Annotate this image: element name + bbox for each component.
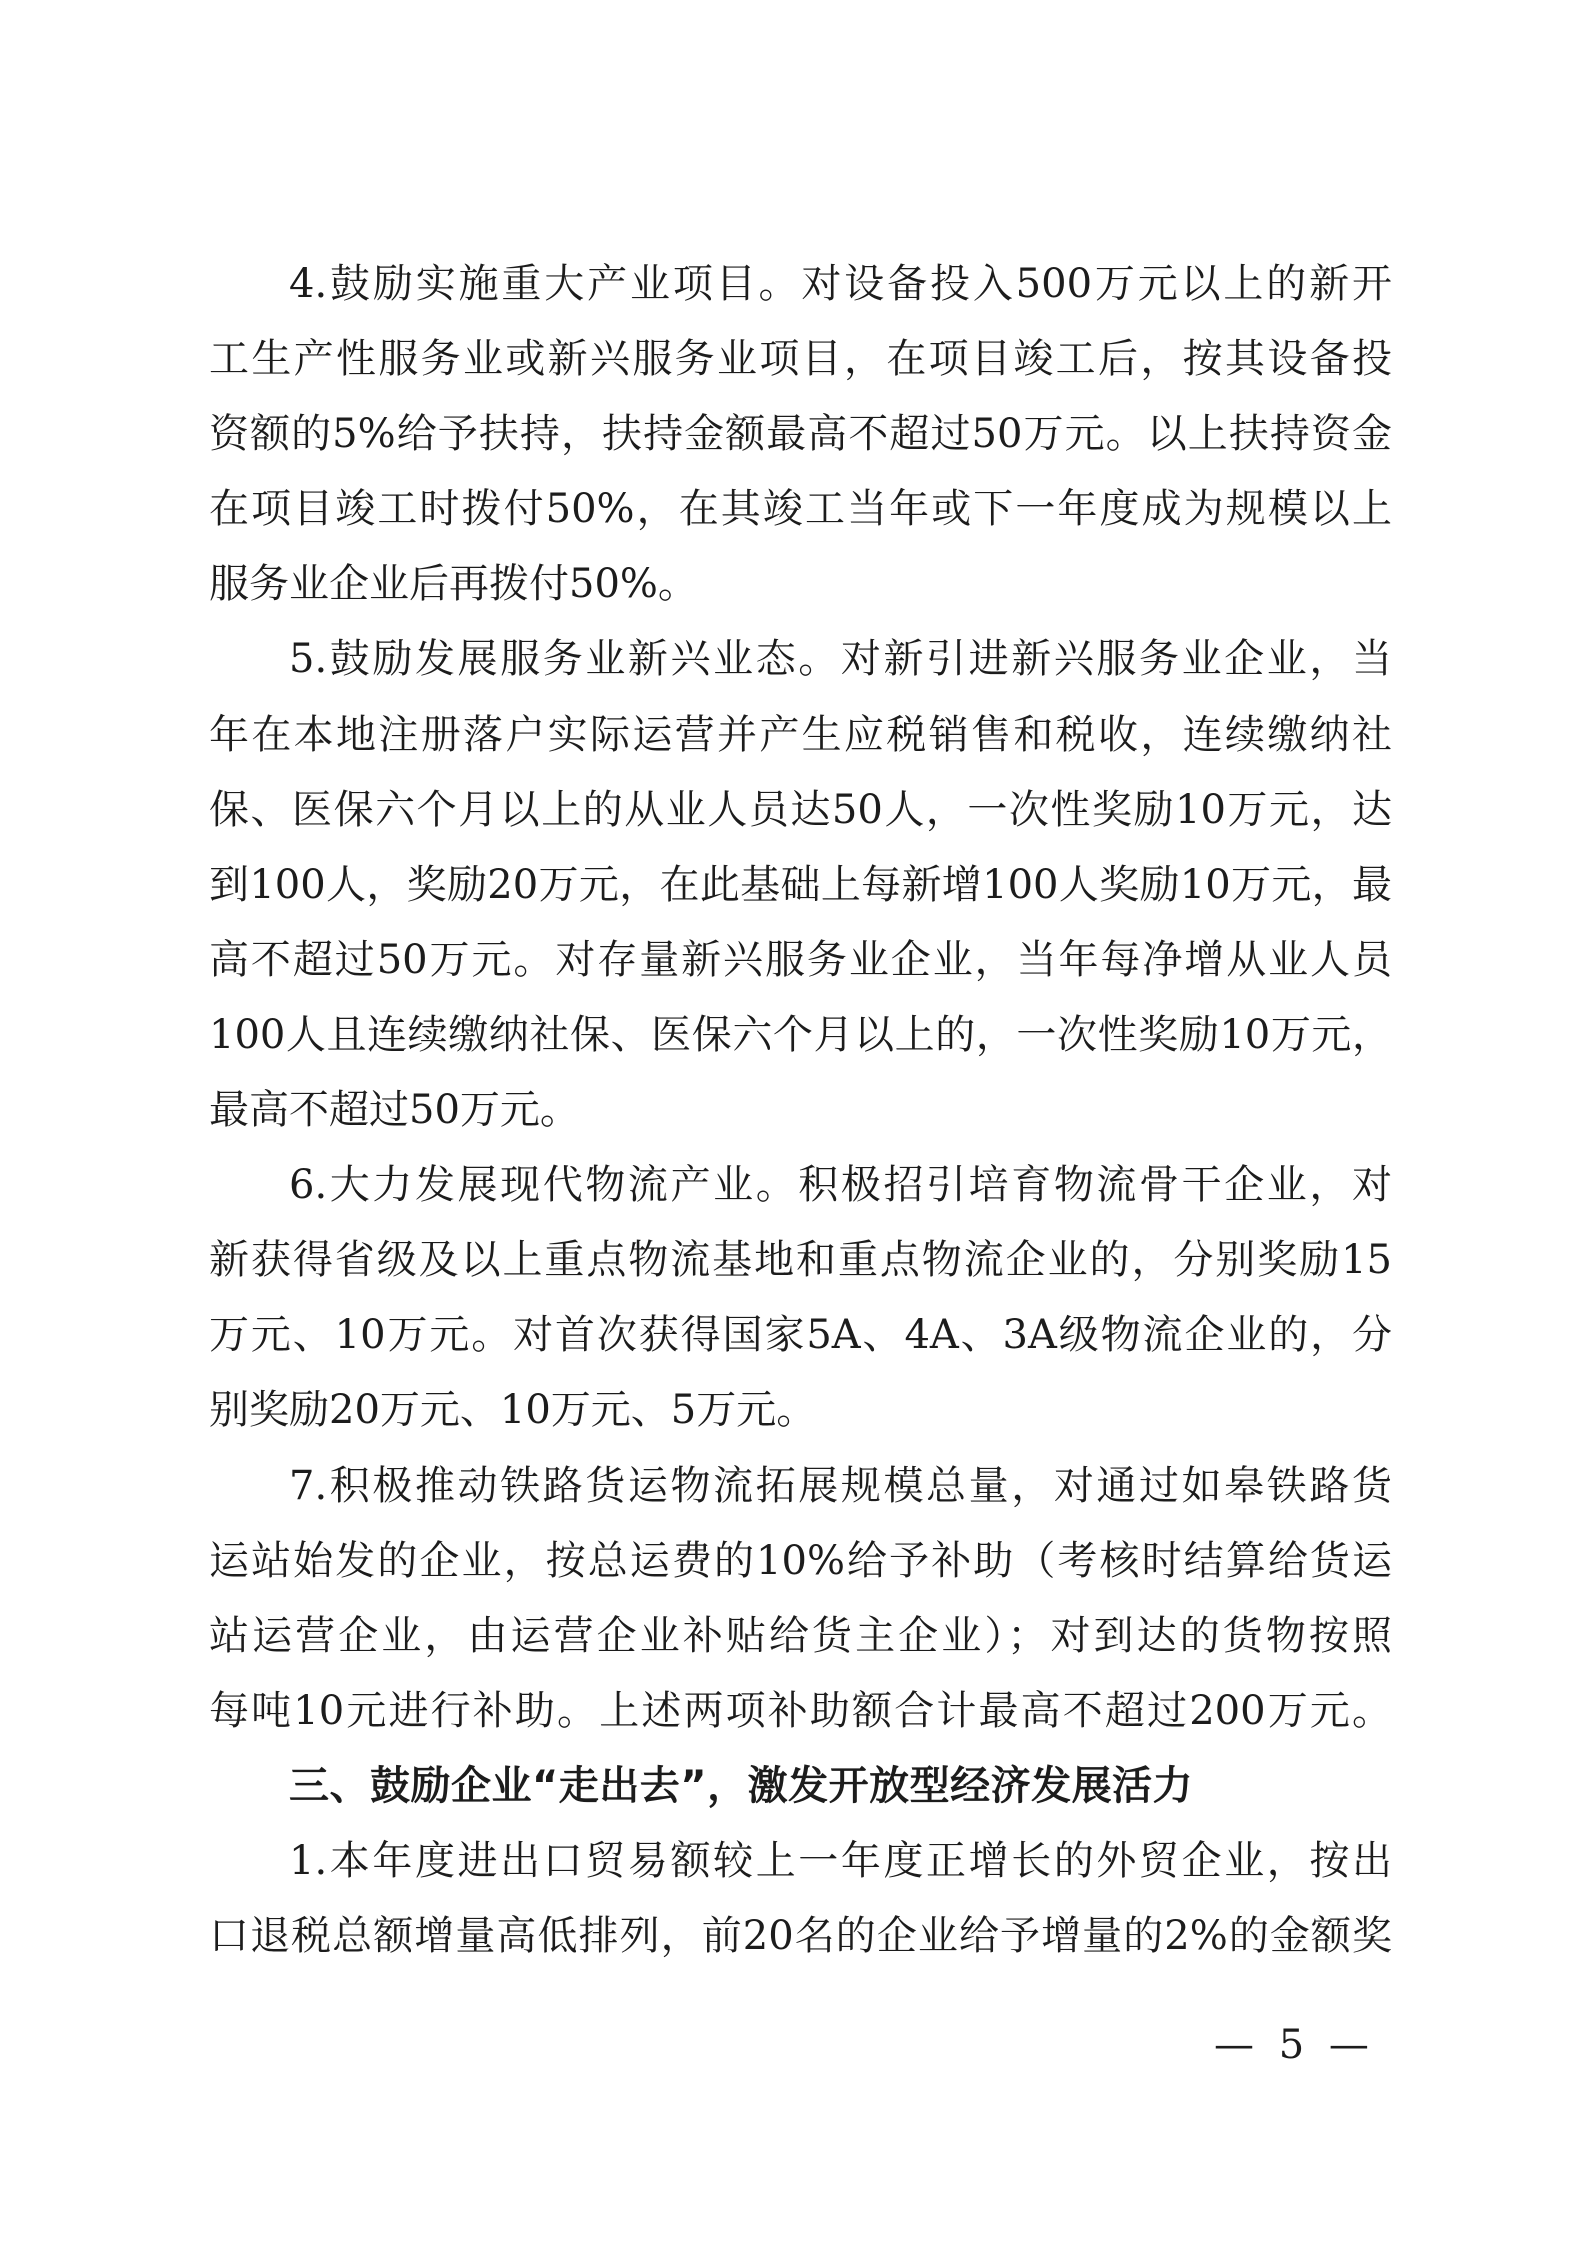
paragraph-item-7 [209,1449,1392,1749]
text-line: 别奖励20万元、10万元、5万元。 [209,1387,817,1434]
text-line: 到100人，奖励20万元，在此基础上每新增100人奖励10万元，最 [209,861,1392,908]
text-line: 100人且连续缴纳社保、医保六个月以上的，一次性奖励10万元， [209,1011,1392,1058]
text-line: 7.积极推动铁路货运物流拓展规模总量，对通过如皋铁路货 [289,1462,1392,1509]
text-line: 4.鼓励实施重大产业项目。对设备投入500万元以上的新开 [289,261,1392,307]
page-number: — 5 — [1214,2022,1375,2068]
text-line: 工生产性服务业或新兴服务业项目，在项目竣工后，按其设备投 [209,336,1392,383]
text-line: 每吨10元进行补助。上述两项补助额合计最高不超过200万元。 [209,1687,1392,1734]
text-line: 服务业企业后再拨付50%。 [209,561,698,608]
text-line: 运站始发的企业，按总运费的10%给予补助（考核时结算给货运 [209,1537,1392,1584]
text-line: 在项目竣工时拨付50%，在其竣工当年或下一年度成为规模以上 [209,486,1392,533]
document-body [209,247,1392,1974]
section-heading: 三、鼓励企业“走出去”，激发开放型经济发展活力 [289,1762,1194,1809]
text-line: 1.本年度进出口贸易额较上一年度正增长的外贸企业，按出 [289,1837,1392,1884]
text-line: 新获得省级及以上重点物流基地和重点物流企业的，分别奖励15 [209,1237,1392,1284]
paragraph-section-3-item-1 [209,1824,1392,1974]
paragraph-item-4 [209,247,1392,622]
text-line: 6.大力发展现代物流产业。积极招引培育物流骨干企业，对 [289,1162,1392,1209]
text-line: 站运营企业，由运营企业补贴给货主企业）；对到达的货物按照 [209,1612,1392,1659]
text-line: 高不超过50万元。对存量新兴服务业企业，当年每净增从业人员 [209,936,1392,983]
paragraph-item-5 [209,622,1392,1148]
text-line: 年在本地注册落户实际运营并产生应税销售和税收，连续缴纳社 [209,711,1392,758]
text-line: 口退税总额增量高低排列，前20名的企业给予增量的2%的金额奖 [209,1913,1392,1960]
text-line: 资额的5%给予扶持，扶持金额最高不超过50万元。以上扶持资金 [209,411,1392,458]
text-line: 5.鼓励发展服务业新兴业态。对新引进新兴服务业企业，当 [289,636,1392,683]
text-line: 最高不超过50万元。 [209,1087,580,1134]
paragraph-item-6 [209,1148,1392,1448]
text-line: 保、医保六个月以上的从业人员达50人，一次性奖励10万元，达 [209,786,1392,833]
text-line: 万元、10万元。对首次获得国家5A、4A、3A级物流企业的，分 [209,1312,1392,1359]
